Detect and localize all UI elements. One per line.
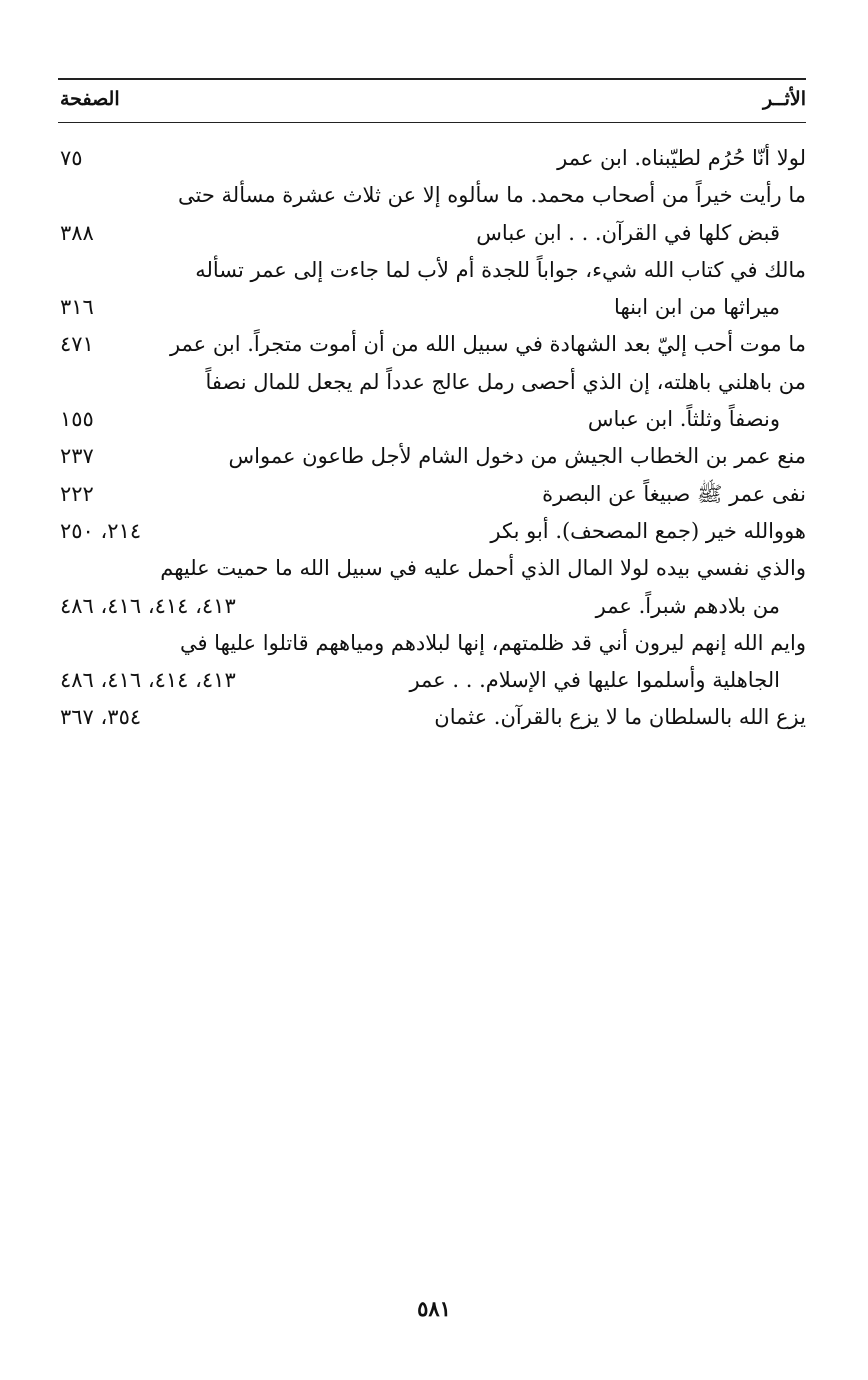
header-bottom-rule — [58, 122, 806, 123]
entry-page-ref: ٢١٤، ٢٥٠ — [60, 518, 142, 543]
index-entry-line — [0, 140, 868, 177]
entry-text: من بلادهم شبراً. عمر — [595, 593, 780, 618]
entry-text: والذي نفسي بيده لولا المال الذي أحمل عليه في سبيل الله ما حميت عليهم — [160, 556, 806, 581]
entry-text: من باهلني باهلته، إن الذي أحصى رمل عالج عدداً لم يجعل للمال نصفاً — [205, 369, 806, 394]
column-header-page: الصفحة — [60, 88, 120, 110]
entry-page-ref: ٣٨٨ — [60, 220, 94, 245]
column-header-athar: الأثــر — [762, 88, 806, 110]
index-entry-line — [0, 289, 868, 326]
entry-text: قبض كلها في القرآن. . . ابن عباس — [476, 220, 780, 245]
index-entry-line — [0, 513, 868, 550]
entry-text: ميراثها من ابن ابنها — [614, 295, 780, 320]
index-entry-line — [0, 662, 868, 699]
entry-page-ref: ٤٧١ — [60, 332, 94, 357]
index-entry-line — [0, 625, 868, 662]
header-top-rule — [58, 78, 806, 80]
index-entry-line — [0, 550, 868, 587]
index-entry-line — [0, 364, 868, 401]
entry-text: هووالله خير (جمع المصحف). أبو بكر — [490, 518, 806, 543]
index-entry-line — [0, 476, 868, 513]
entry-page-ref: ٣٥٤، ٣٦٧ — [60, 705, 142, 730]
index-entry-line — [0, 588, 868, 625]
entry-text: ونصفاً وثلثاً. ابن عباس — [587, 407, 780, 432]
entry-page-ref: ٤١٣، ٤١٤، ٤١٦، ٤٨٦ — [60, 593, 236, 618]
entry-text: وايم الله إنهم ليرون أني قد ظلمتهم، إنها لبلادهم ومياههم قاتلوا عليها في — [179, 630, 806, 655]
entry-text: الجاهلية وأسلموا عليها في الإسلام. . . عمر — [409, 668, 780, 693]
entry-page-ref: ٧٥ — [60, 146, 83, 170]
entry-text: ما موت أحب إليّ بعد الشهادة في سبيل الله من أن أموت متجراً. ابن عمر — [169, 332, 806, 357]
entry-text: مالك في كتاب الله شيء، جواباً للجدة أم لأب لما جاءت إلى عمر تسأله — [195, 257, 806, 282]
entry-text: ما رأيت خيراً من أصحاب محمد. ما سألوه إلا عن ثلاث عشرة مسألة حتى — [178, 183, 806, 208]
entry-page-ref: ٣١٦ — [60, 295, 94, 320]
entry-text: نفى عمر ﷺ صبيغاً عن البصرة — [542, 481, 806, 506]
athar-index-list — [0, 140, 868, 737]
index-entry-line — [0, 438, 868, 475]
index-entry-line — [0, 326, 868, 363]
entry-text: يزع الله بالسلطان ما لا يزع بالقرآن. عثمان — [434, 705, 806, 730]
entry-page-ref: ٢٢٢ — [60, 481, 94, 506]
index-entry-line — [0, 215, 868, 252]
entry-page-ref: ٢٣٧ — [60, 444, 94, 469]
entry-text: لولا أنّا حُرُم لطيّبناه. ابن عمر — [557, 146, 806, 170]
index-entry-line — [0, 401, 868, 438]
index-entry-line — [0, 252, 868, 289]
entry-page-ref: ٤١٣، ٤١٤، ٤١٦، ٤٨٦ — [60, 668, 236, 693]
index-entry-line — [0, 699, 868, 736]
entry-page-ref: ١٥٥ — [60, 407, 94, 432]
entry-text: منع عمر بن الخطاب الجيش من دخول الشام لأجل طاعون عمواس — [228, 444, 806, 469]
index-entry-line — [0, 177, 868, 214]
page-number: ٥٨١ — [417, 1296, 451, 1321]
